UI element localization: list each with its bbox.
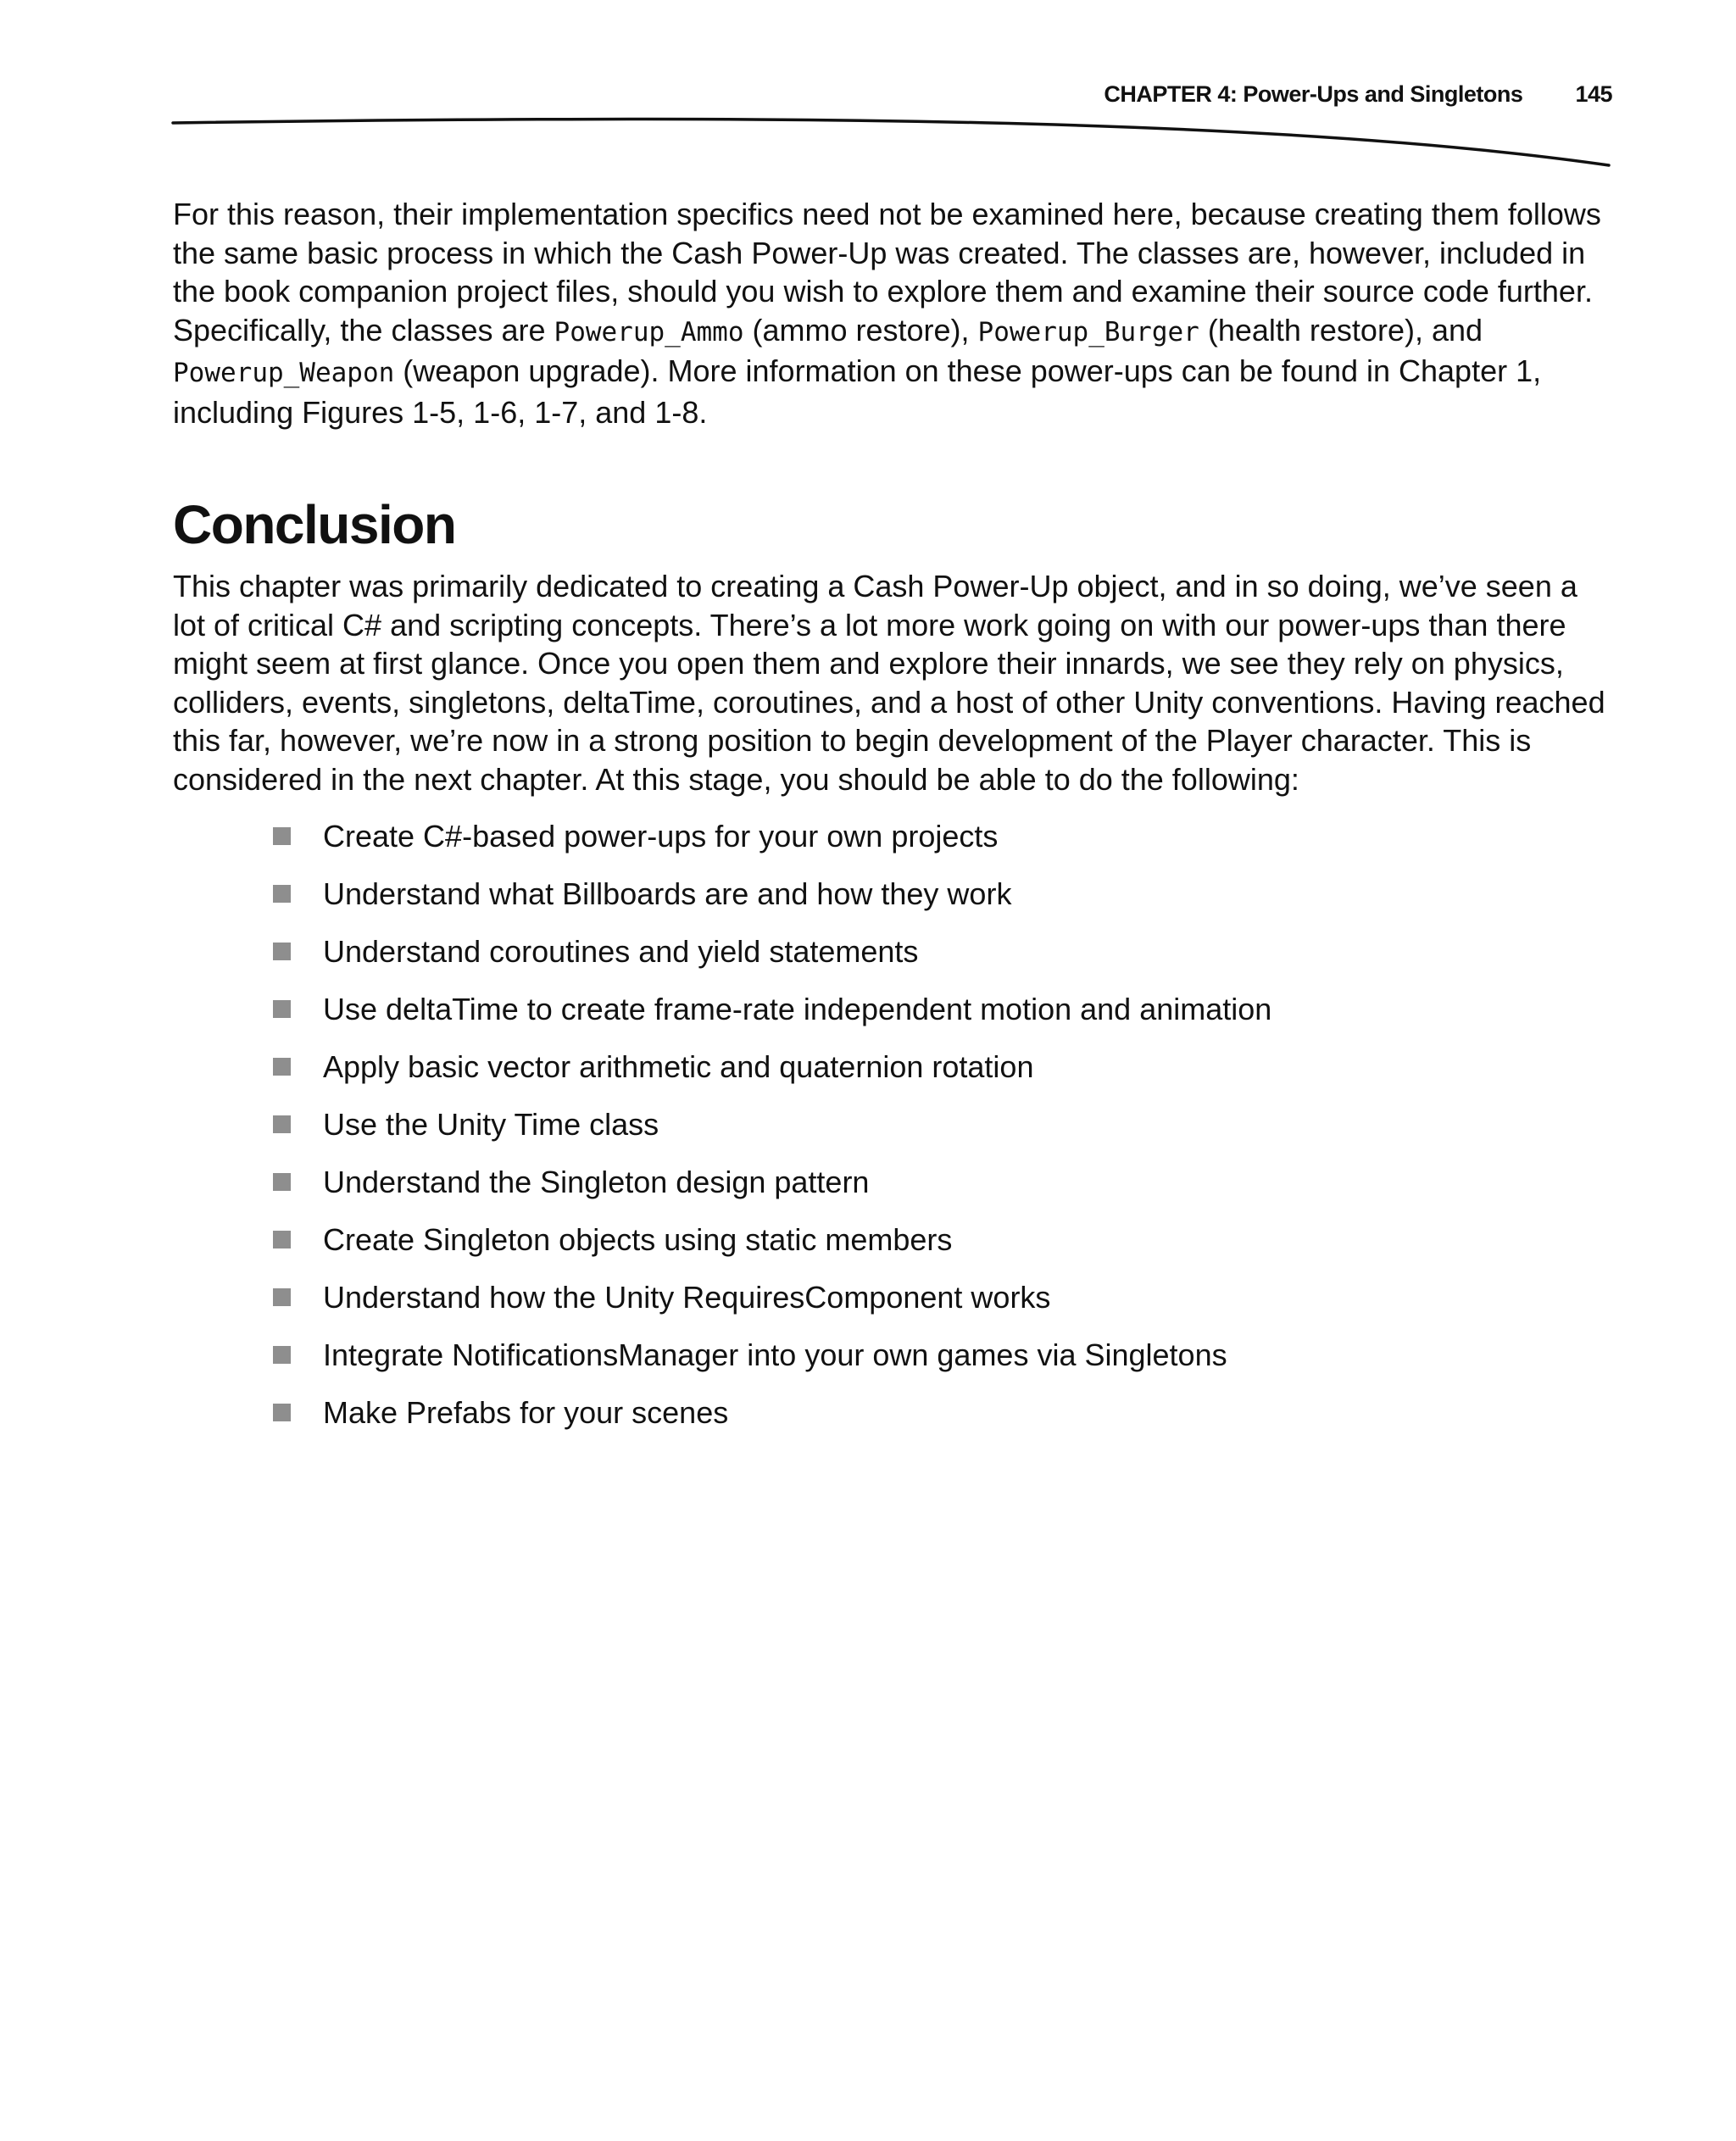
code-powerup-burger: Powerup_Burger <box>977 316 1199 348</box>
square-bullet-icon <box>273 1346 291 1364</box>
page-body <box>173 195 1614 1451</box>
conclusion-paragraph: This chapter was primarily dedicated to creating a Cash Power-Up object, and in so doing, we’ve seen a lot of critical C# and scripting concepts. There’s a lot more work going on with our power-ups than there might seem at first glance. Once you open them and explore their innards, we see they rely on physics, colliders, events, singletons, deltaTime, coroutines, and a host of other Unity conventions. Having reached this far, however, we’re now in a strong position to begin development of the Player character. This is considered in the next chapter. At this stage, you should be able to do the following: <box>173 569 1605 797</box>
list-item <box>266 1163 1614 1221</box>
intro-text-4: (weapon upgrade). More information on these power-ups can be found in Chapter 1, including Figures 1-5, 1-6, 1-7, and 1-8. <box>173 353 1542 430</box>
header-rule <box>0 110 1736 178</box>
square-bullet-icon <box>273 1404 291 1421</box>
square-bullet-icon <box>273 827 291 845</box>
list-item-text: Make Prefabs for your scenes <box>323 1395 729 1430</box>
square-bullet-icon <box>273 1000 291 1018</box>
list-item <box>266 932 1614 990</box>
page-number: 145 <box>1575 81 1612 107</box>
list-item-text: Understand how the Unity RequiresComponent works <box>323 1280 1051 1315</box>
intro-text-1: For this reason, their implementation specifics need not be examined here, because creating them follows the same basic process in which the Cash Power-Up was created. The classes are, however, included in the book companion project files, should you wish to explore them and examine their source code further. Specifically, the classes are <box>173 197 1601 348</box>
square-bullet-icon <box>273 1173 291 1191</box>
list-item-text: Understand what Billboards are and how they work <box>323 876 1012 911</box>
list-item-text: Apply basic vector arithmetic and quaternion rotation <box>323 1049 1034 1084</box>
square-bullet-icon <box>273 1231 291 1248</box>
list-item <box>266 1336 1614 1393</box>
list-item <box>266 1048 1614 1105</box>
code-powerup-ammo: Powerup_Ammo <box>554 316 744 348</box>
square-bullet-icon <box>273 1288 291 1306</box>
section-heading: Conclusion <box>173 494 456 555</box>
list-item-text: Use deltaTime to create frame-rate independent motion and animation <box>323 992 1272 1026</box>
intro-text-2: (ammo restore), <box>743 312 978 348</box>
list-item-text: Create Singleton objects using static members <box>323 1222 953 1257</box>
list-item-text: Create C#-based power-ups for your own projects <box>323 819 999 854</box>
intro-text-3: (health restore), and <box>1199 312 1483 348</box>
list-item-text: Integrate NotificationsManager into your own games via Singletons <box>323 1337 1227 1372</box>
list-item-text: Understand coroutines and yield statements <box>323 934 919 969</box>
list-item <box>266 1393 1614 1451</box>
square-bullet-icon <box>273 1058 291 1076</box>
square-bullet-icon <box>273 1115 291 1133</box>
skills-list <box>173 817 1614 1451</box>
list-item <box>266 990 1614 1048</box>
square-bullet-icon <box>273 885 291 903</box>
list-item <box>266 1278 1614 1336</box>
code-powerup-weapon: Powerup_Weapon <box>173 358 395 388</box>
list-item <box>266 1221 1614 1278</box>
list-item-text: Use the Unity Time class <box>323 1107 659 1142</box>
chapter-title: CHAPTER 4: Power-Ups and Singletons <box>1104 81 1523 107</box>
list-item-text: Understand the Singleton design pattern <box>323 1165 870 1199</box>
running-header <box>1104 81 1612 108</box>
list-item <box>266 1105 1614 1163</box>
square-bullet-icon <box>273 943 291 960</box>
list-item <box>266 817 1614 875</box>
list-item <box>266 875 1614 932</box>
intro-paragraph <box>173 195 1614 431</box>
